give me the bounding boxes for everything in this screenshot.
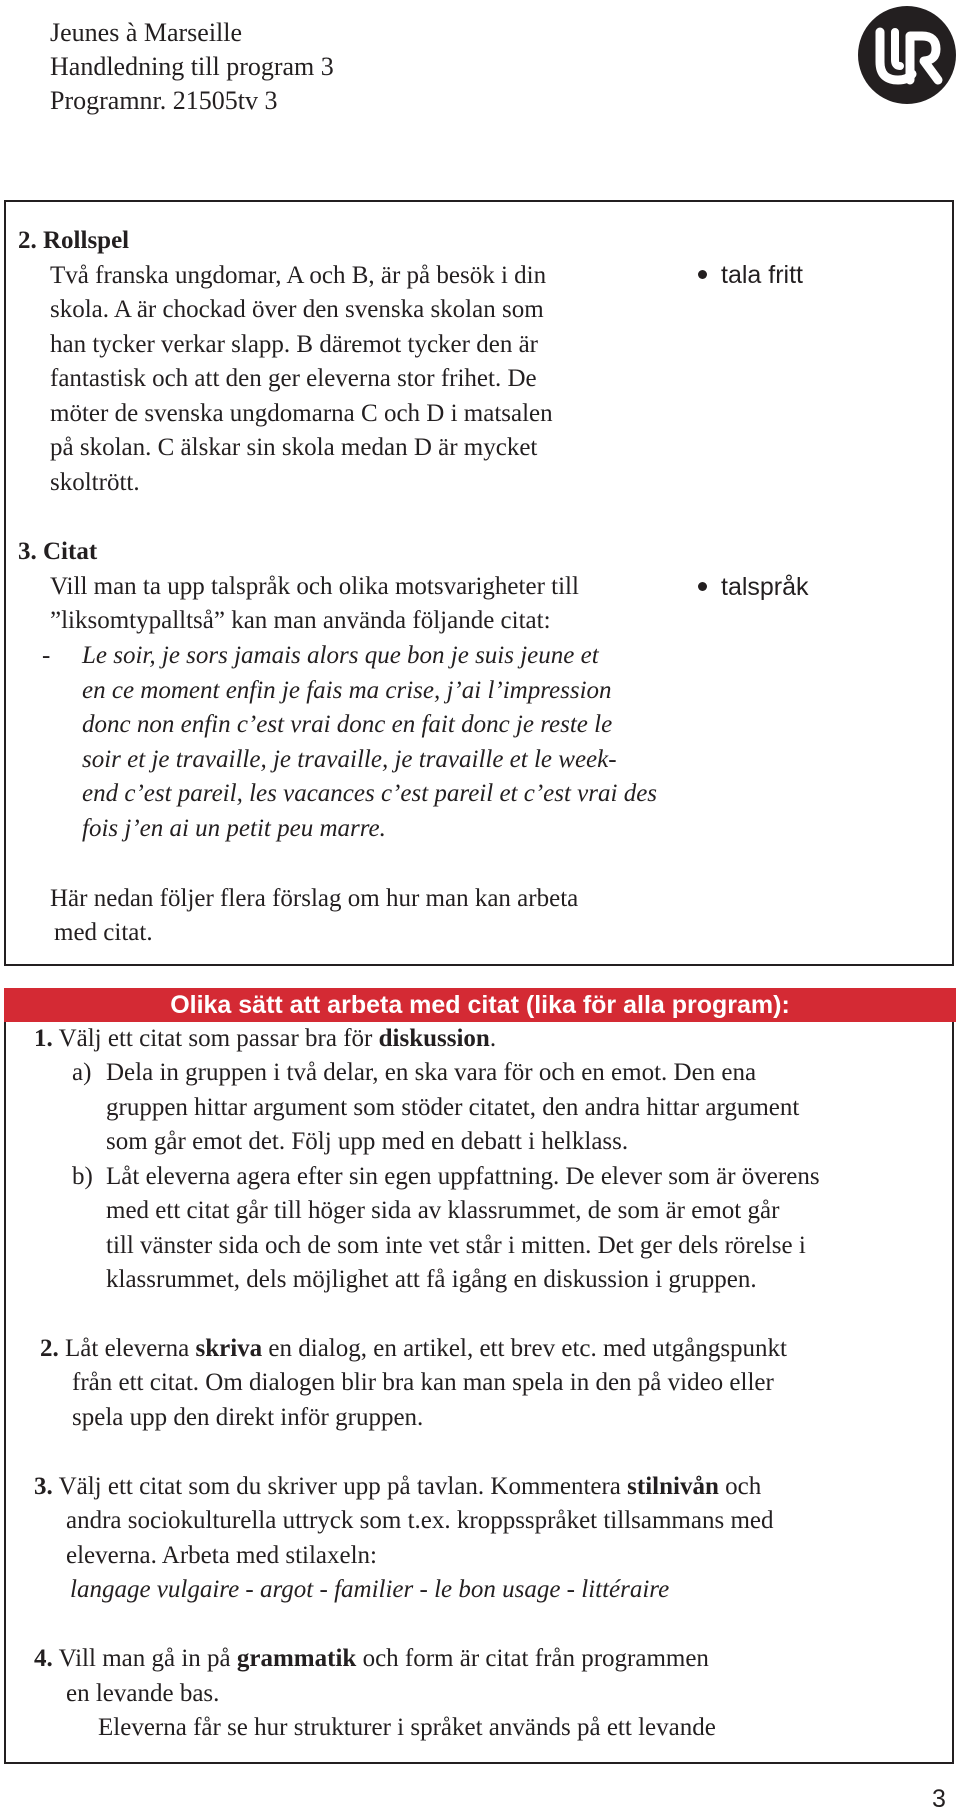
rollspel-line: fantastisk och att den ger eleverna stor frihet. De xyxy=(50,365,537,392)
item-keyword: diskussion xyxy=(378,1025,490,1052)
program-title: Jeunes à Marseille xyxy=(50,18,243,47)
rollspel-line: möter de svenska ungdomarna C och D i matsalen xyxy=(50,400,553,427)
citat-outro-line: Här nedan följer flera förslag om hur man kan arbeta xyxy=(50,885,579,912)
method-item-1 xyxy=(34,1022,496,1057)
page-number: 3 xyxy=(932,1785,946,1813)
item-keyword: skriva xyxy=(195,1335,263,1362)
quote-line: Le soir, je sors jamais alors que bon je suis jeune et xyxy=(82,642,599,669)
quote-line: soir et je travaille, je travaille, je travaille et le week- xyxy=(82,746,617,773)
item-keyword: stilnivån xyxy=(627,1473,719,1500)
item-2-line: spela upp den direkt inför gruppen. xyxy=(72,1404,424,1431)
item-1a-line: gruppen hittar argument som stöder citatet, den andra hittar argument xyxy=(106,1094,800,1121)
section-title-rollspel: 2. Rollspel xyxy=(18,227,130,254)
item-4-line: en levande bas. xyxy=(66,1680,220,1707)
rollspel-line: han tycker verkar slapp. B däremot tycker den är xyxy=(50,331,538,358)
item-number: 4. xyxy=(34,1645,53,1672)
method-item-4 xyxy=(34,1642,709,1677)
item-text: Välj ett citat som passar bra för xyxy=(58,1025,379,1052)
method-item-2 xyxy=(40,1332,787,1367)
rollspel-line: skola. A är chockad över den svenska skolan som xyxy=(50,296,544,323)
item-1b-line: klassrummet, dels möjlighet att få igång en diskussion i gruppen. xyxy=(106,1266,757,1293)
side-note-tala-fritt xyxy=(698,260,803,290)
item-text: . xyxy=(489,1025,497,1052)
style-axis-line: langage vulgaire - argot - familier - le bon usage - littéraire xyxy=(70,1576,670,1603)
item-1a-label: a) xyxy=(72,1059,92,1086)
item-text: och xyxy=(718,1473,762,1500)
section-title-citat: 3. Citat xyxy=(18,538,98,565)
item-1b-line: Låt eleverna agera efter sin egen uppfattning. De elever som är överens xyxy=(106,1163,820,1190)
bullet-icon xyxy=(698,270,707,279)
guide-subtitle: Handledning till program 3 xyxy=(50,52,334,81)
item-number: 1. xyxy=(34,1025,53,1052)
rollspel-line: på skolan. C älskar sin skola medan D är mycket xyxy=(50,434,538,461)
quote-line: en ce moment enfin je fais ma crise, j’ai l’impression xyxy=(82,677,612,704)
quote-line: fois j’en ai un petit peu marre. xyxy=(82,815,386,842)
item-4-line: Eleverna får se hur strukturer i språket används på ett levande xyxy=(98,1714,716,1741)
item-text: en dialog, en artikel, ett brev etc. med utgångspunkt xyxy=(262,1335,787,1362)
side-note-talsprak xyxy=(698,572,809,602)
document-header xyxy=(50,16,334,118)
item-number: 3. xyxy=(34,1473,53,1500)
rollspel-line: Två franska ungdomar, A och B, är på besök i din xyxy=(50,262,547,289)
item-text: Låt eleverna xyxy=(65,1335,196,1362)
item-2-line: från ett citat. Om dialogen blir bra kan man spela in den på video eller xyxy=(72,1369,774,1396)
item-3-line: eleverna. Arbeta med stilaxeln: xyxy=(66,1542,377,1569)
quote-line: donc non enfin c’est vrai donc en fait donc je reste le xyxy=(82,711,613,738)
side-note-text: talspråk xyxy=(721,573,809,601)
roleplay-and-quote-box xyxy=(4,200,954,966)
quote-line: end c’est pareil, les vacances c’est pareil et c’est vrai des xyxy=(82,780,658,807)
item-1b-label: b) xyxy=(72,1163,93,1190)
ur-logo-icon xyxy=(858,6,956,104)
item-1a-line: Dela in gruppen i två delar, en ska vara för och en emot. Den ena xyxy=(106,1059,757,1086)
methods-box xyxy=(4,1022,954,1764)
ur-logo-glyph-icon xyxy=(858,6,956,104)
quote-dash: - xyxy=(42,642,51,669)
side-note-text: tala fritt xyxy=(721,261,803,289)
citat-intro-line: Vill man ta upp talspråk och olika motsvarigheter till xyxy=(50,573,579,600)
item-1b-line: med ett citat går till höger sida av klassrummet, de som är emot går xyxy=(106,1197,780,1224)
item-text: Välj ett citat som du skriver upp på tavlan. Kommentera xyxy=(58,1473,628,1500)
item-keyword: grammatik xyxy=(236,1645,357,1672)
item-number: 2. xyxy=(40,1335,59,1362)
method-item-3 xyxy=(34,1470,761,1505)
citat-intro-line: ”liksomtypalltså” kan man använda följande citat: xyxy=(50,607,551,634)
item-3-line: andra sociokulturella uttryck som t.ex. kroppsspråket tillsammans med xyxy=(66,1507,774,1534)
item-1b-line: till vänster sida och de som inte vet står i mitten. Det ger dels rörelse i xyxy=(106,1232,806,1259)
program-number: Programnr. 21505tv 3 xyxy=(50,86,278,115)
bullet-icon xyxy=(698,582,707,591)
rollspel-line: skoltrött. xyxy=(50,469,140,496)
item-1a-line: som går emot det. Följ upp med en debatt i helklass. xyxy=(106,1128,629,1155)
citat-outro-line: med citat. xyxy=(54,919,153,946)
item-text: Vill man gå in på xyxy=(58,1645,237,1672)
item-text: och form är citat från programmen xyxy=(356,1645,709,1672)
methods-banner: Olika sätt att arbeta med citat (lika för alla program): xyxy=(4,988,956,1022)
